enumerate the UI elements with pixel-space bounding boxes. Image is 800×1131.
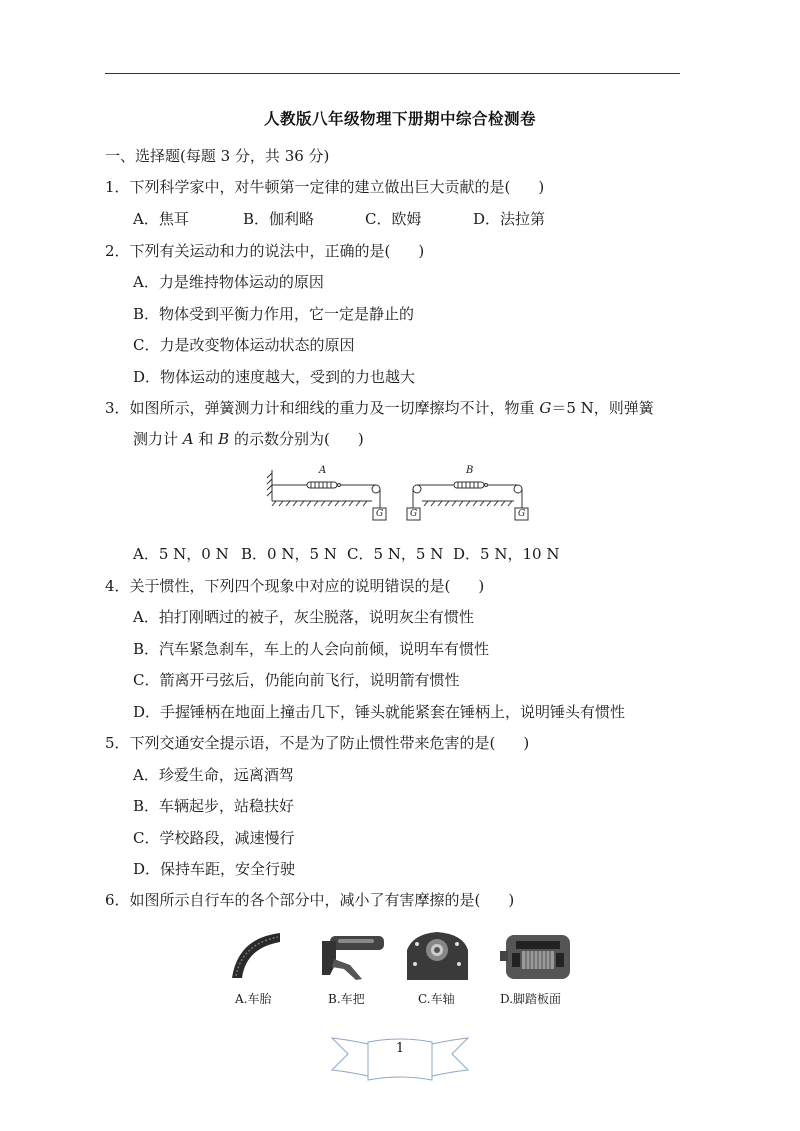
question-number: 2．: [105, 242, 130, 260]
caption-tire: A.车胎: [235, 992, 272, 1006]
option-a[interactable]: A．5 N，0 N: [133, 545, 229, 563]
option-c[interactable]: C．欧姆: [365, 210, 422, 228]
option-a[interactable]: A．力是维持物体运动的原因: [133, 273, 324, 291]
option-a[interactable]: A．拍打刚晒过的被子，灰尘脱落，说明灰尘有惯性: [133, 608, 474, 626]
caption-handlebar: B.车把: [328, 992, 365, 1006]
option-a[interactable]: A．焦耳: [133, 210, 189, 228]
option-c[interactable]: C．5 N，5 N: [347, 545, 444, 563]
option-c[interactable]: C．箭离开弓弦后，仍能向前飞行，说明箭有惯性: [133, 671, 460, 689]
question-1: 1．下列科学家中，对牛顿第一定律的建立做出巨大贡献的是( ): [105, 178, 545, 196]
question-2: 2．下列有关运动和力的说法中，正确的是( ): [105, 242, 425, 260]
question-5: 5．下列交通安全提示语，不是为了防止惯性带来危害的是( ): [105, 734, 530, 752]
weight-label: G: [410, 509, 418, 519]
option-b[interactable]: B．物体受到平衡力作用，它一定是静止的: [133, 305, 415, 323]
option-d[interactable]: D．手握锤柄在地面上撞击几下，锤头就能紧套在锤柄上，说明锤头有惯性: [133, 703, 626, 721]
weight-label: G: [518, 509, 526, 519]
question-4: 4．关于惯性，下列四个现象中对应的说明错误的是( ): [105, 577, 485, 595]
tire-image: [228, 930, 283, 980]
header-rule: [105, 73, 680, 74]
option-c[interactable]: C．学校路段，减速慢行: [133, 829, 295, 847]
caption-axle: C.车轴: [418, 992, 455, 1006]
handlebar-image: [316, 933, 386, 983]
ribbon-icon: [330, 1028, 470, 1084]
option-d[interactable]: D．物体运动的速度越大，受到的力也越大: [133, 368, 416, 386]
question-3: 3．如图所示，弹簧测力计和细线的重力及一切摩擦均不计，物重 G＝5 N，则弹簧: [105, 399, 654, 417]
spring-scale-figure: [262, 465, 537, 525]
option-a[interactable]: A．珍爱生命，远离酒驾: [133, 766, 294, 784]
pedal-image: [500, 933, 575, 981]
question-6: 6．如图所示自行车的各个部分中，减小了有害摩擦的是( ): [105, 891, 515, 909]
question-stem: 下列科学家中，对牛顿第一定律的建立做出巨大贡献的是(: [129, 178, 511, 196]
option-b[interactable]: B．0 N，5 N: [241, 545, 337, 563]
option-b[interactable]: B．车辆起步，站稳扶好: [133, 797, 295, 815]
page-number-ribbon: [330, 1028, 470, 1084]
question-number: 1．: [105, 178, 130, 196]
option-c[interactable]: C．力是改变物体运动状态的原因: [133, 336, 355, 354]
page-number: 1: [395, 1041, 405, 1056]
option-b[interactable]: B．汽车紧急刹车，车上的人会向前倾，说明车有惯性: [133, 640, 490, 658]
question-stem: 下列有关运动和力的说法中，正确的是(: [129, 242, 391, 260]
option-d[interactable]: D．保持车距，安全行驶: [133, 860, 296, 878]
option-d[interactable]: D．5 N，10 N: [453, 545, 560, 563]
axle-image: [405, 930, 470, 982]
scale-label-b: B: [466, 465, 474, 476]
caption-pedal: D.脚踏板面: [500, 992, 562, 1006]
option-d[interactable]: D．法拉第: [473, 210, 546, 228]
spring-scale-diagram: [262, 465, 537, 525]
section-heading: 一、选择题(每题 3 分，共 36 分): [105, 147, 330, 165]
question-3-line-2: 测力计 A 和 B 的示数分别为( ): [133, 430, 364, 448]
scale-label-a: A: [319, 465, 327, 476]
page-title: 人教版八年级物理下册期中综合检测卷: [263, 110, 536, 128]
option-b[interactable]: B．伽利略: [243, 210, 315, 228]
question-number: 3．: [105, 399, 130, 417]
weight-label: G: [376, 509, 384, 519]
